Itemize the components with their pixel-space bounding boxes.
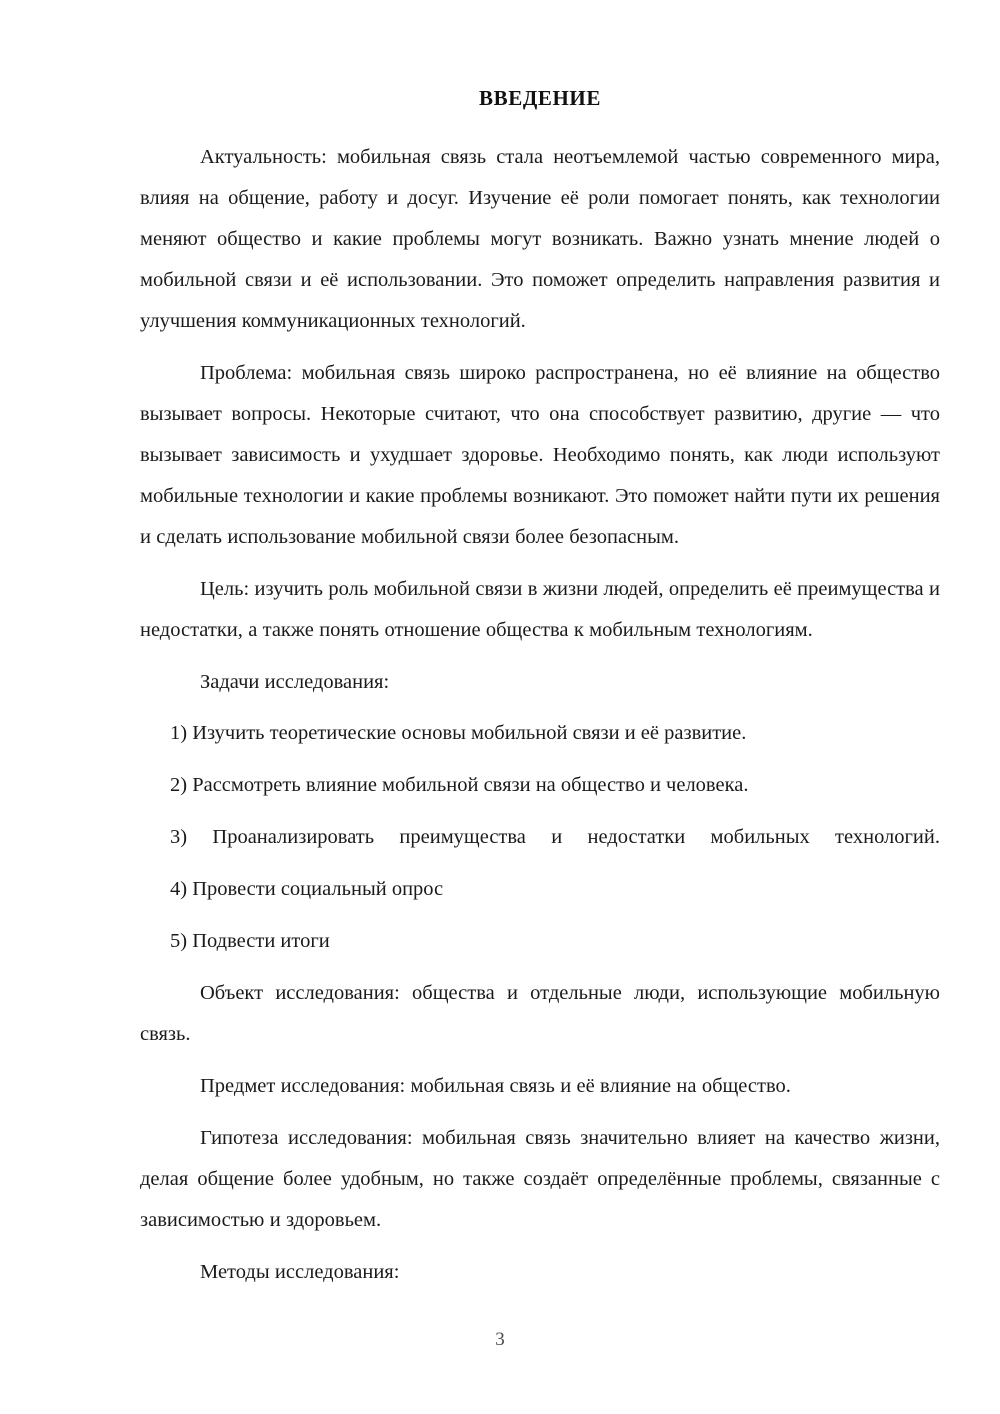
list-item: 1) Изучить теоретические основы мобильной связи и её развитие. xyxy=(170,722,747,745)
paragraph-object: Объект исследования: общества и отдельные люди, использующие мобильную связь. xyxy=(140,982,940,1046)
list-item: 2) Рассмотреть влияние мобильной связи на общество и человека. xyxy=(170,774,749,797)
document-body xyxy=(140,86,940,1304)
methods-label: Методы исследования: xyxy=(200,1261,400,1284)
list-item: 5) Подвести итоги xyxy=(170,930,330,953)
list-item: 4) Провести социальный опрос xyxy=(170,878,444,901)
page-title: ВВЕДЕНИЕ xyxy=(479,86,601,110)
paragraph-relevance: Актуальность: мобильная связь стала неотъемлемой частью современного мира, влияя на общение, работу и досуг. Изучение её роли помогает понять, как технологии меняют общество и какие проблемы могут возникать. Важно узнать мнение людей о мобильной связи и её использовании. Это поможет определить направления развития и улучшения коммуникационных технологий. xyxy=(140,146,940,333)
paragraph-subject: Предмет исследования: мобильная связь и её влияние на общество. xyxy=(200,1075,791,1098)
paragraph-problem: Проблема: мобильная связь широко распространена, но её влияние на общество вызывает вопросы. Некоторые считают, что она способствует развитию, другие — что вызывает зависимость и ухудшает здоровье. Необходимо понять, как люди используют мобильные технологии и какие проблемы возникают. Это поможет найти пути их решения и сделать использование мобильной связи более безопасным. xyxy=(140,362,940,549)
list-item: 3) Проанализировать преимущества и недостатки мобильных технологий. xyxy=(170,826,940,849)
paragraph-hypothesis: Гипотеза исследования: мобильная связь значительно влияет на качество жизни, делая общение более удобным, но также создаёт определённые проблемы, связанные с зависимостью и здоровьем. xyxy=(140,1127,940,1232)
tasks-list xyxy=(140,713,940,962)
paragraph-goal: Цель: изучить роль мобильной связи в жизни людей, определить её преимущества и недостатки, а также понять отношение общества к мобильным технологиям. xyxy=(140,578,940,642)
tasks-label: Задачи исследования: xyxy=(200,671,390,694)
page-number: 3 xyxy=(495,1329,505,1350)
